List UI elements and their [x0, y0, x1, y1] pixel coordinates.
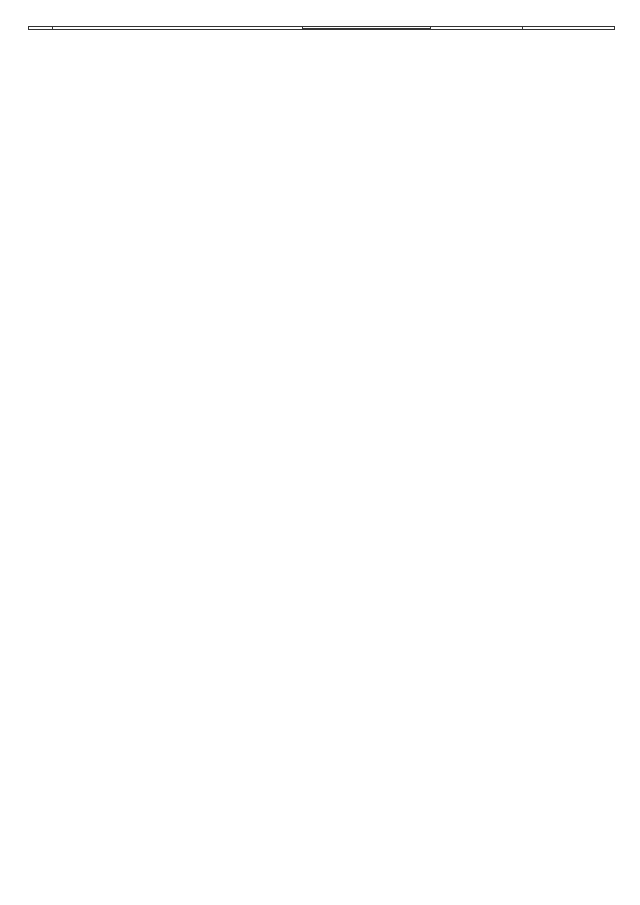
budget-table	[28, 26, 615, 30]
header-tselevaya	[358, 28, 409, 30]
header-vid	[409, 28, 431, 30]
header-volume-2023	[523, 27, 615, 30]
header-number	[29, 27, 53, 30]
header-name	[53, 27, 303, 30]
budget-sheet	[28, 26, 614, 30]
header-volume-2022	[431, 27, 523, 30]
header-razdel	[328, 28, 358, 30]
header-grbs	[303, 28, 328, 30]
